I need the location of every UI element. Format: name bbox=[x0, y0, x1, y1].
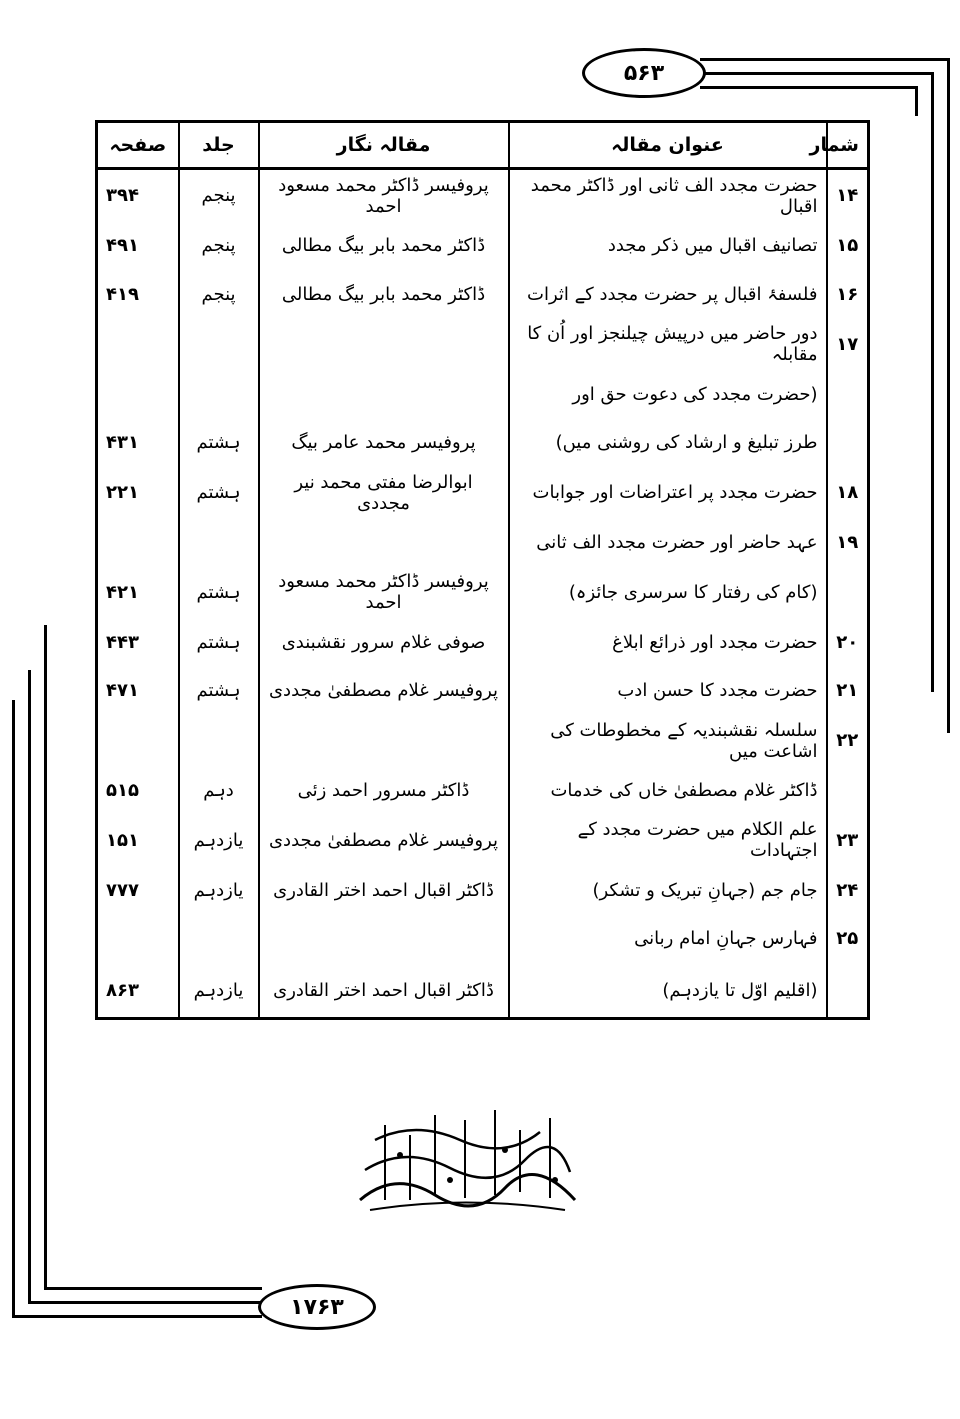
cell-author: پروفیسر محمد عامر بیگ bbox=[259, 418, 509, 467]
cell-author: ڈاکٹر اقبال احمد اختر القادری bbox=[259, 866, 509, 915]
cell-page bbox=[97, 370, 179, 419]
cell-title: (حضرت مجدد کی دعوت حق اور bbox=[509, 370, 827, 419]
page-number-top: ۵۶۳ bbox=[582, 48, 706, 98]
cell-title: تصانیف اقبال میں ذکر مجدد bbox=[509, 221, 827, 270]
cell-page bbox=[97, 914, 179, 963]
cell-number: ۱۶ bbox=[827, 270, 869, 319]
cell-page: ۱۵۱ bbox=[97, 815, 179, 866]
cell-page: ۸۶۳ bbox=[97, 963, 179, 1018]
cell-title: سلسلہ نقشبندیہ کے مخطوطات کی اشاعت میں bbox=[509, 715, 827, 766]
table-body bbox=[97, 169, 869, 1019]
table-row bbox=[97, 467, 869, 518]
border-line bbox=[12, 700, 15, 1318]
cell-author bbox=[259, 518, 509, 567]
cell-number bbox=[827, 370, 869, 419]
table-row bbox=[97, 766, 869, 815]
table-header-row bbox=[97, 122, 869, 169]
header-number: شمار bbox=[827, 122, 869, 169]
contents-table bbox=[95, 120, 870, 1020]
border-line bbox=[915, 86, 918, 116]
cell-volume: یازدہم bbox=[179, 963, 259, 1018]
cell-title: فلسفۂ اقبال پر حضرت مجدد کے اثرات bbox=[509, 270, 827, 319]
cell-number: ۲۴ bbox=[827, 866, 869, 915]
cell-volume: یازدہم bbox=[179, 866, 259, 915]
cell-volume: یازدہم bbox=[179, 815, 259, 866]
cell-volume: ہشتم bbox=[179, 418, 259, 467]
cell-author: ڈاکٹر مسرور احمد زئی bbox=[259, 766, 509, 815]
header-page: صفحہ bbox=[97, 122, 179, 169]
cell-author bbox=[259, 370, 509, 419]
cell-page: ۴۱۹ bbox=[97, 270, 179, 319]
cell-author: ابوالرضا مفتی محمد نیر مجددی bbox=[259, 467, 509, 518]
cell-author: صوفی غلام سرور نقشبندی bbox=[259, 618, 509, 667]
cell-title: طرز تبلیغ و ارشاد کی روشنی میں) bbox=[509, 418, 827, 467]
cell-number: ۱۵ bbox=[827, 221, 869, 270]
cell-number bbox=[827, 963, 869, 1018]
cell-volume bbox=[179, 914, 259, 963]
cell-number: ۱۴ bbox=[827, 169, 869, 222]
cell-volume: پنجم bbox=[179, 169, 259, 222]
cell-page: ۵۱۵ bbox=[97, 766, 179, 815]
table-row bbox=[97, 715, 869, 766]
cell-page: ۴۲۱ bbox=[97, 567, 179, 618]
border-line bbox=[28, 1301, 262, 1304]
cell-title: ڈاکٹر غلام مصطفیٰ خاں کی خدمات bbox=[509, 766, 827, 815]
header-title: عنوان مقالہ bbox=[509, 122, 827, 169]
cell-number: ۲۰ bbox=[827, 618, 869, 667]
cell-number: ۲۲ bbox=[827, 715, 869, 766]
table-row bbox=[97, 815, 869, 866]
cell-title: دور حاضر میں درپیش چیلنجز اور اُن کا مقابلہ bbox=[509, 319, 827, 370]
cell-number bbox=[827, 766, 869, 815]
border-line bbox=[44, 625, 47, 1290]
cell-page: ۴۹۱ bbox=[97, 221, 179, 270]
page-number-bottom: ۱۷۶۳ bbox=[258, 1284, 376, 1330]
table-row bbox=[97, 169, 869, 222]
border-line bbox=[44, 1287, 262, 1290]
cell-volume: ہشتم bbox=[179, 666, 259, 715]
table-row bbox=[97, 914, 869, 963]
border-line bbox=[12, 1315, 262, 1318]
cell-volume: پنجم bbox=[179, 270, 259, 319]
cell-page: ۷۷۷ bbox=[97, 866, 179, 915]
cell-volume bbox=[179, 370, 259, 419]
cell-page: ۳۹۴ bbox=[97, 169, 179, 222]
cell-title: علم الکلام میں حضرت مجدد کے اجتہادات bbox=[509, 815, 827, 866]
cell-title: عہد حاضر اور حضرت مجدد الف ثانی bbox=[509, 518, 827, 567]
border-line bbox=[931, 72, 934, 692]
cell-author: پروفیسر ڈاکٹر محمد مسعود احمد bbox=[259, 169, 509, 222]
cell-author bbox=[259, 914, 509, 963]
cell-title: حضرت مجدد پر اعتراضات اور جوابات bbox=[509, 467, 827, 518]
table-row bbox=[97, 319, 869, 370]
table-row bbox=[97, 618, 869, 667]
cell-volume bbox=[179, 319, 259, 370]
table-row bbox=[97, 963, 869, 1018]
cell-page: ۲۲۱ bbox=[97, 467, 179, 518]
cell-author: پروفیسر غلام مصطفیٰ مجددی bbox=[259, 815, 509, 866]
cell-title: (اقلیم اوّل تا یازدہم) bbox=[509, 963, 827, 1018]
border-line bbox=[28, 670, 31, 1304]
calligraphy-seal bbox=[355, 1100, 580, 1215]
cell-volume bbox=[179, 518, 259, 567]
border-line bbox=[700, 58, 950, 61]
cell-page bbox=[97, 319, 179, 370]
cell-volume: ہشتم bbox=[179, 567, 259, 618]
cell-volume: ہشتم bbox=[179, 467, 259, 518]
table-row bbox=[97, 370, 869, 419]
cell-title: حضرت مجدد کا حسن ادب bbox=[509, 666, 827, 715]
cell-page: ۴۷۱ bbox=[97, 666, 179, 715]
cell-volume: دہم bbox=[179, 766, 259, 815]
cell-volume: پنجم bbox=[179, 221, 259, 270]
cell-title: فہارس جہانِ امام ربانی bbox=[509, 914, 827, 963]
cell-author: ڈاکٹر اقبال احمد اختر القادری bbox=[259, 963, 509, 1018]
cell-author bbox=[259, 319, 509, 370]
cell-number: ۱۹ bbox=[827, 518, 869, 567]
cell-number: ۲۵ bbox=[827, 914, 869, 963]
header-volume: جلد bbox=[179, 122, 259, 169]
border-line bbox=[700, 72, 934, 75]
table-row bbox=[97, 518, 869, 567]
cell-title: جام جم (جہانِ تبریک و تشکر) bbox=[509, 866, 827, 915]
border-line bbox=[947, 58, 950, 733]
cell-title: حضرت مجدد اور ذرائع ابلاغ bbox=[509, 618, 827, 667]
cell-number bbox=[827, 418, 869, 467]
header-author: مقالہ نگار bbox=[259, 122, 509, 169]
cell-volume bbox=[179, 715, 259, 766]
cell-number: ۲۱ bbox=[827, 666, 869, 715]
cell-number: ۲۳ bbox=[827, 815, 869, 866]
cell-title: (کام کی رفتار کا سرسری جائزہ) bbox=[509, 567, 827, 618]
cell-page: ۴۴۳ bbox=[97, 618, 179, 667]
table-row bbox=[97, 567, 869, 618]
cell-volume: ہشتم bbox=[179, 618, 259, 667]
table-row bbox=[97, 270, 869, 319]
cell-page: ۴۳۱ bbox=[97, 418, 179, 467]
cell-number: ۱۸ bbox=[827, 467, 869, 518]
cell-number: ۱۷ bbox=[827, 319, 869, 370]
cell-author: ڈاکٹر محمد بابر بیگ مطالی bbox=[259, 221, 509, 270]
cell-title: حضرت مجدد الف ثانی اور ڈاکٹر محمد اقبال bbox=[509, 169, 827, 222]
cell-number bbox=[827, 567, 869, 618]
cell-author: پروفیسر غلام مصطفیٰ مجددی bbox=[259, 666, 509, 715]
table-row bbox=[97, 221, 869, 270]
table-row bbox=[97, 666, 869, 715]
cell-author: پروفیسر ڈاکٹر محمد مسعود احمد bbox=[259, 567, 509, 618]
table-row bbox=[97, 866, 869, 915]
border-line bbox=[700, 86, 918, 89]
cell-page bbox=[97, 715, 179, 766]
cell-page bbox=[97, 518, 179, 567]
cell-author bbox=[259, 715, 509, 766]
table-row bbox=[97, 418, 869, 467]
cell-author: ڈاکٹر محمد بابر بیگ مطالی bbox=[259, 270, 509, 319]
